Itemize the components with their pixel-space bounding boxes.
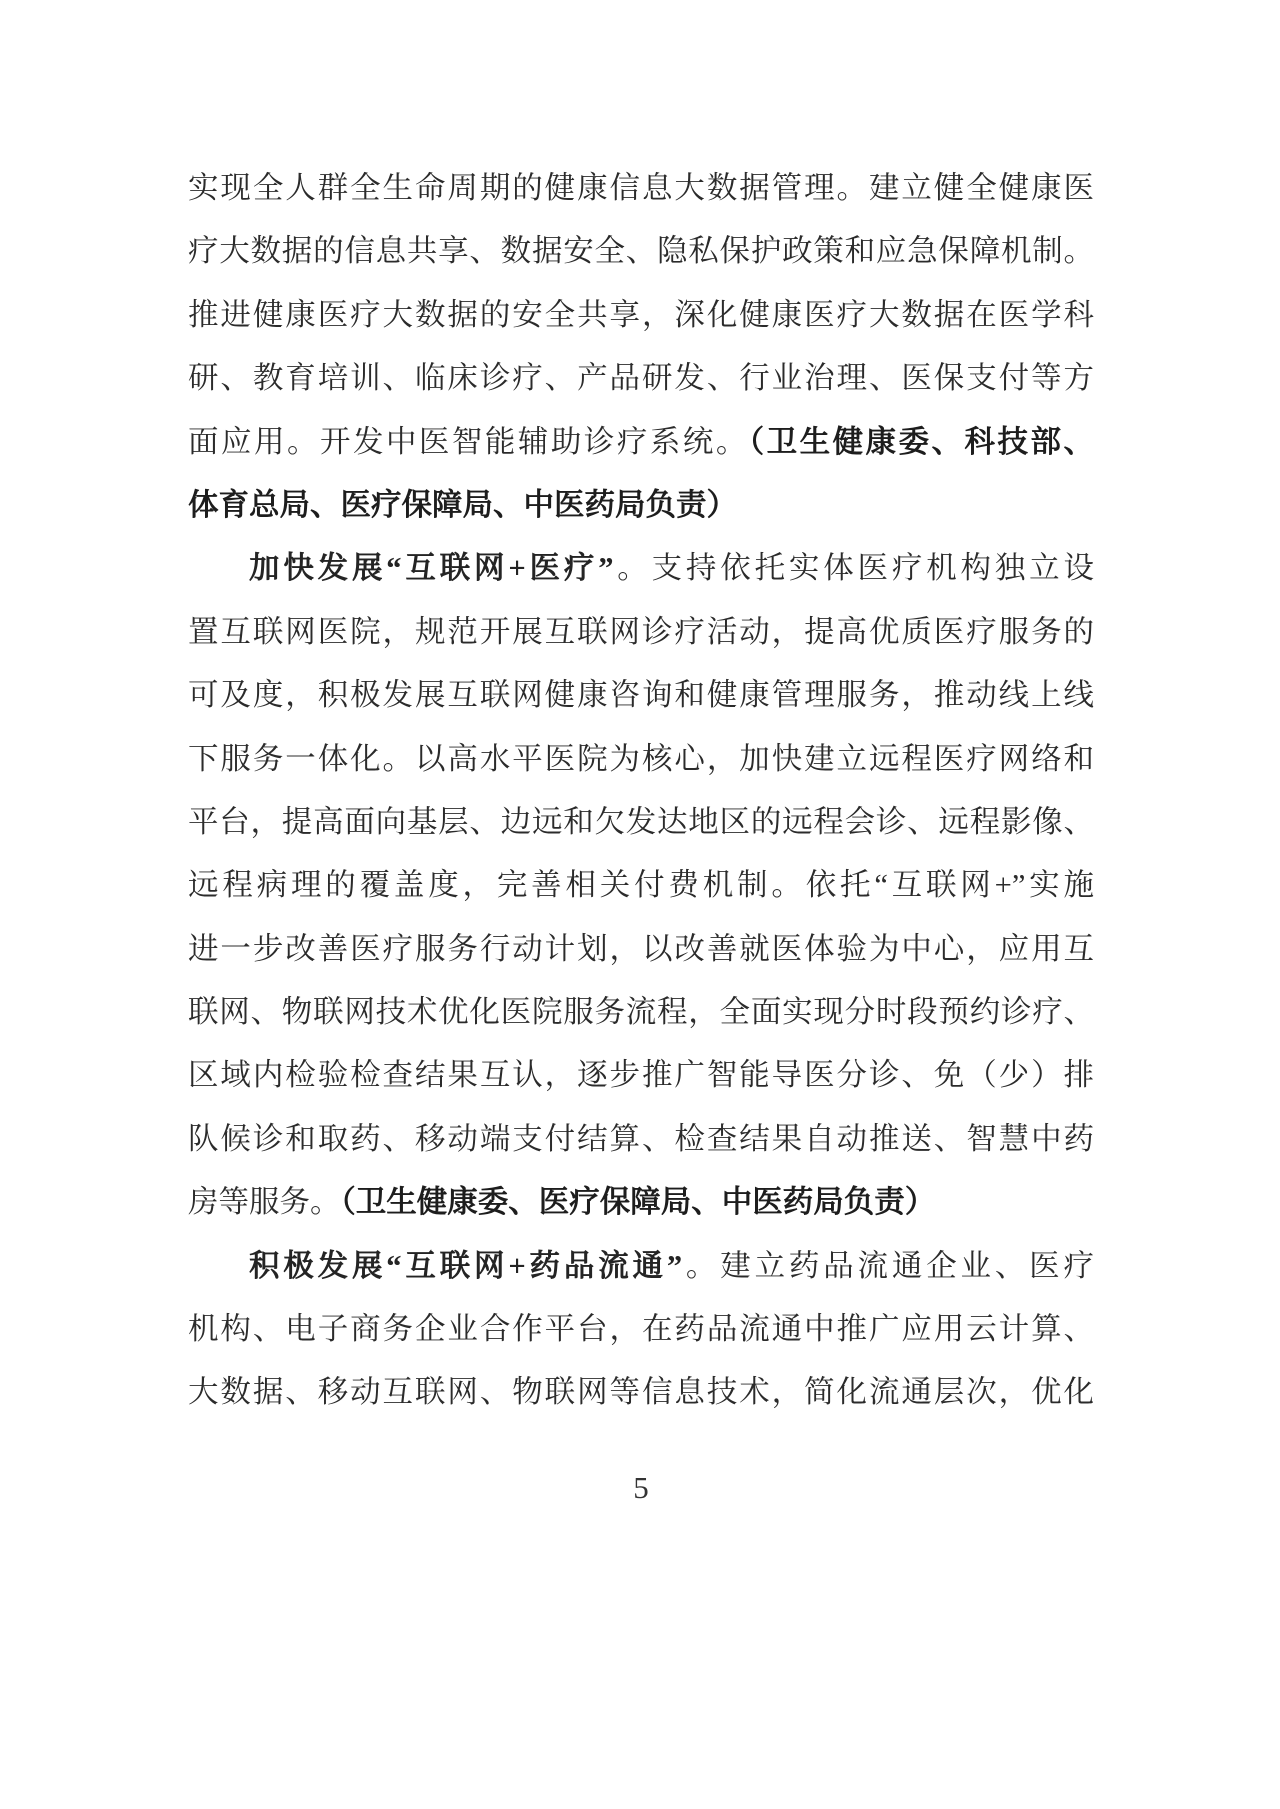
body-text-run: 可及度，积极发展互联网健康咨询和健康管理服务，推动线上线 (188, 678, 1094, 713)
body-text-run: 。建立药品流通企业、医疗 (682, 1248, 1095, 1283)
body-text-run: 队候诊和取药、移动端支付结算、检查结果自动推送、智慧中药 (188, 1121, 1094, 1156)
body-text-run: 机构、电子商务企业合作平台，在药品流通中推广应用云计算、 (188, 1312, 1094, 1347)
text-line (188, 1298, 1094, 1361)
lead-phrase-run: 积极发展“互联网+药品流通” (249, 1248, 683, 1283)
body-text-run: 实现全人群全生命周期的健康信息大数据管理。建立健全健康医 (188, 171, 1094, 205)
responsible-agencies-run: 体育总局、医疗保障局、中医药局负责） (188, 487, 737, 522)
body-text-run: 远程病理的覆盖度，完善相关付费机制。依托“互联网+”实施 (188, 868, 1094, 903)
body-text-run: 大数据、移动互联网、物联网等信息技术，简化流通层次，优化 (188, 1375, 1094, 1410)
text-line (188, 728, 1094, 791)
text-line (188, 157, 1094, 220)
text-line (188, 981, 1094, 1044)
body-text-run: 区域内检验检查结果互认，逐步推广智能导医分诊、免（少）排 (188, 1058, 1094, 1093)
text-line (188, 220, 1094, 283)
responsible-agencies-run: （卫生健康委、医疗保障局、中医药局负责） (340, 1185, 936, 1220)
body-text-run: 进一步改善医疗服务行动计划，以改善就医体验为中心，应用互 (188, 931, 1094, 966)
body-text-run: 联网、物联网技术优化医院服务流程，全面实现分时段预约诊疗、 (188, 995, 1094, 1030)
body-text-run: 研、教育培训、临床诊疗、产品研发、行业治理、医保支付等方 (188, 361, 1094, 396)
responsible-agencies-run: （卫生健康委、科技部、 (748, 424, 1095, 459)
body-text-run: 疗大数据的信息共享、数据安全、隐私保护政策和应急保障机制。 (188, 234, 1094, 269)
text-line (188, 537, 1094, 600)
text-line (188, 1235, 1094, 1298)
page-number: 5 (633, 1470, 649, 1505)
paragraph (188, 157, 1094, 537)
paragraph (188, 537, 1094, 1234)
text-line (188, 1044, 1094, 1107)
text-line (188, 1108, 1094, 1171)
paragraph (188, 1235, 1094, 1425)
text-line (188, 1361, 1094, 1424)
body-text-run: 下服务一体化。以高水平医院为核心，加快建立远程医疗网络和 (188, 741, 1094, 776)
text-line (188, 854, 1094, 917)
lead-phrase-run: 加快发展“互联网+医疗” (249, 551, 614, 586)
text-line (188, 601, 1094, 664)
text-block (188, 157, 1094, 1425)
text-line (188, 284, 1094, 347)
text-line (188, 411, 1094, 474)
text-line (188, 918, 1094, 981)
text-line (188, 791, 1094, 854)
body-text-run: 。支持依托实体医疗机构独立设 (613, 551, 1094, 586)
text-line (188, 347, 1094, 410)
body-text-run: 推进健康医疗大数据的安全共享，深化健康医疗大数据在医学科 (188, 297, 1094, 332)
body-text-run: 平台，提高面向基层、边远和欠发达地区的远程会诊、远程影像、 (188, 804, 1094, 839)
text-line (188, 664, 1094, 727)
text-line (188, 474, 1094, 537)
body-text-run: 面应用。开发中医智能辅助诊疗系统。 (188, 424, 749, 459)
text-line (188, 1171, 1094, 1234)
body-text-run: 房等服务。 (188, 1185, 341, 1220)
body-text-run: 置互联网医院，规范开展互联网诊疗活动，提高优质医疗服务的 (188, 614, 1094, 649)
